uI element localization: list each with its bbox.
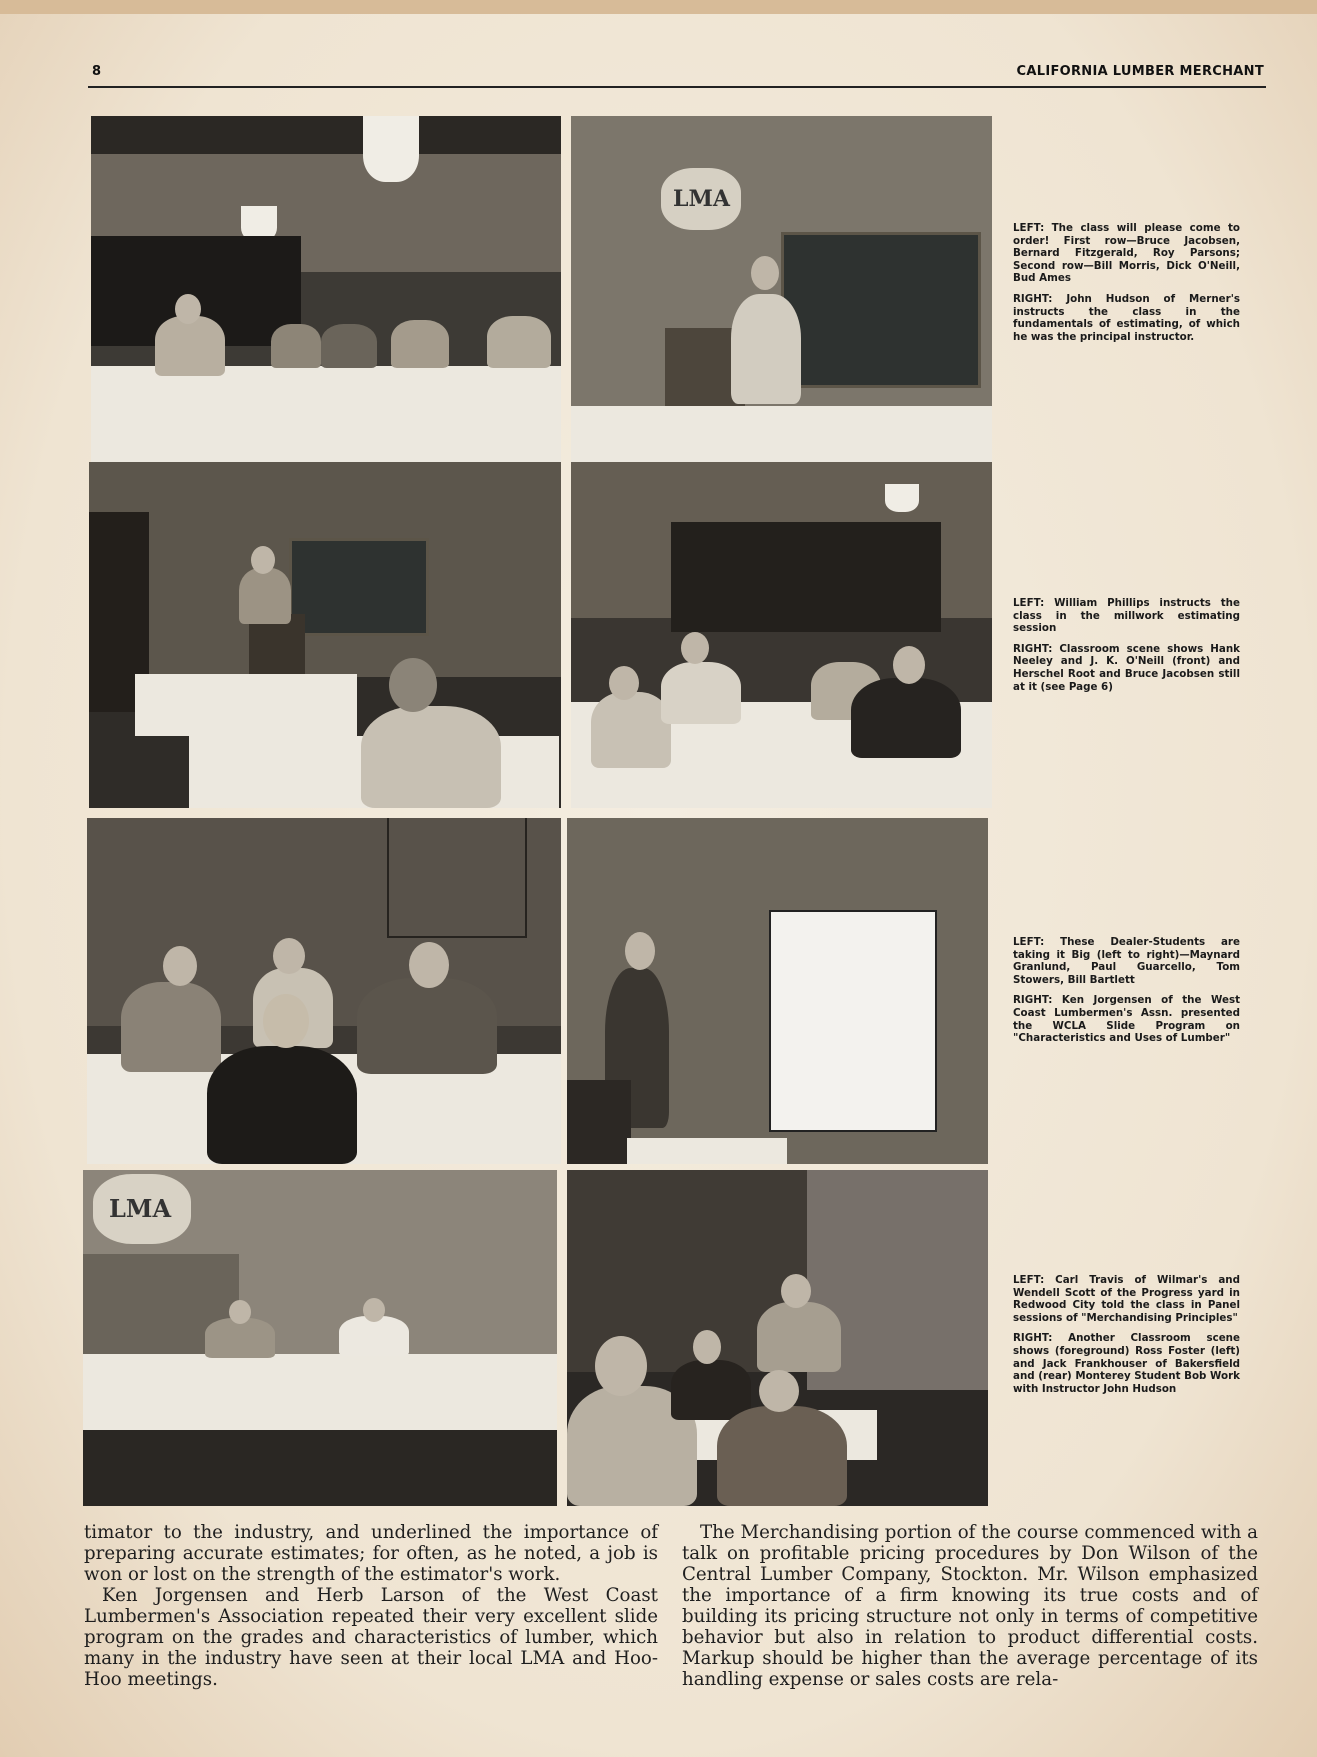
photo-classroom-scene-2: [567, 1170, 988, 1506]
photo-carl-travis-panel: [83, 1170, 557, 1506]
lma-sign: LMA: [661, 168, 741, 230]
caption-row-1: [1013, 222, 1240, 343]
caption-left: LEFT: Carl Travis of Wilmar's and Wendell Scott of the Progress yard in Redwood City told the class in Panel sessions of "Merchandising Principles": [1013, 1274, 1240, 1324]
publication-title: CALIFORNIA LUMBER MERCHANT: [1016, 64, 1264, 79]
page-number: 8: [92, 64, 102, 79]
caption-right: RIGHT: Ken Jorgensen of the West Coast Lumbermen's Assn. presented the WCLA Slide Program on "Characteristics and Uses of Lumber": [1013, 994, 1240, 1045]
photo-john-hudson-instructs: [571, 116, 992, 462]
photo-class-seated: [91, 116, 561, 462]
chalkboard: [289, 538, 429, 636]
photo-dealer-students: [87, 818, 561, 1164]
body-column-right: [682, 1522, 1258, 1690]
caption-left: LEFT: The class will please come to order! First row—Bruce Jacobsen, Bernard Fitzgerald, Roy Parsons; Second row—Bill Morris, Dick O'Neill, Bud Ames: [1013, 222, 1240, 285]
caption-row-3: [1013, 936, 1240, 1045]
body-paragraph: The Merchandising portion of the course commenced with a talk on profitable pricing procedures by Don Wilson of the Central Lumber Company, Stockton. Mr. Wilson emphasized the importance of a firm knowing its true costs and of building its pricing structure not only in terms of competitive behavior but also in relation to product differential costs. Markup should be higher than the average percentage of its handling expense or sales costs are rela-: [682, 1522, 1258, 1690]
body-paragraph: timator to the industry, and underlined the importance of preparing accurate estimates; for often, as he noted, a job is won or lost on the strength of the estimator's work.: [84, 1522, 658, 1585]
projection-screen: [769, 910, 937, 1132]
caption-left: LEFT: These Dealer-Students are taking it Big (left to right)—Maynard Granlund, Paul Guarcello, Tom Stowers, Bill Bartlett: [1013, 936, 1240, 986]
photo-william-phillips: [89, 462, 561, 808]
page-header: [88, 60, 1266, 88]
body-paragraph: Ken Jorgensen and Herb Larson of the West Coast Lumbermen's Association repeated their very excellent slide program on the grades and characteristics of lumber, which many in the industry have seen at their local LMA and Hoo-Hoo meetings.: [84, 1585, 658, 1690]
caption-left: LEFT: William Phillips instructs the class in the millwork estimating session: [1013, 597, 1240, 635]
photo-ken-jorgensen: [567, 818, 988, 1164]
caption-right: RIGHT: John Hudson of Merner's instructs the class in the fundamentals of estimating, of which he was the principal instructor.: [1013, 292, 1240, 343]
chandelier: [885, 484, 919, 512]
chalkboard: [781, 232, 981, 388]
caption-right: RIGHT: Another Classroom scene shows (foreground) Ross Foster (left) and Jack Frankhouser of Bakersfield and (rear) Monterey Student Bob Work with Instructor John Hudson: [1013, 1332, 1240, 1395]
lma-sign: LMA: [93, 1174, 191, 1244]
photo-classroom-scene-1: [571, 462, 992, 808]
body-column-left: [84, 1522, 658, 1690]
caption-row-4: [1013, 1274, 1240, 1395]
chandelier: [363, 116, 419, 182]
caption-right: RIGHT: Classroom scene shows Hank Neeley and J. K. O'Neill (front) and Herschel Root and Bruce Jacobsen still at it (see Page 6): [1013, 642, 1240, 693]
scan-edge: [0, 0, 1317, 14]
caption-row-2: [1013, 597, 1240, 693]
